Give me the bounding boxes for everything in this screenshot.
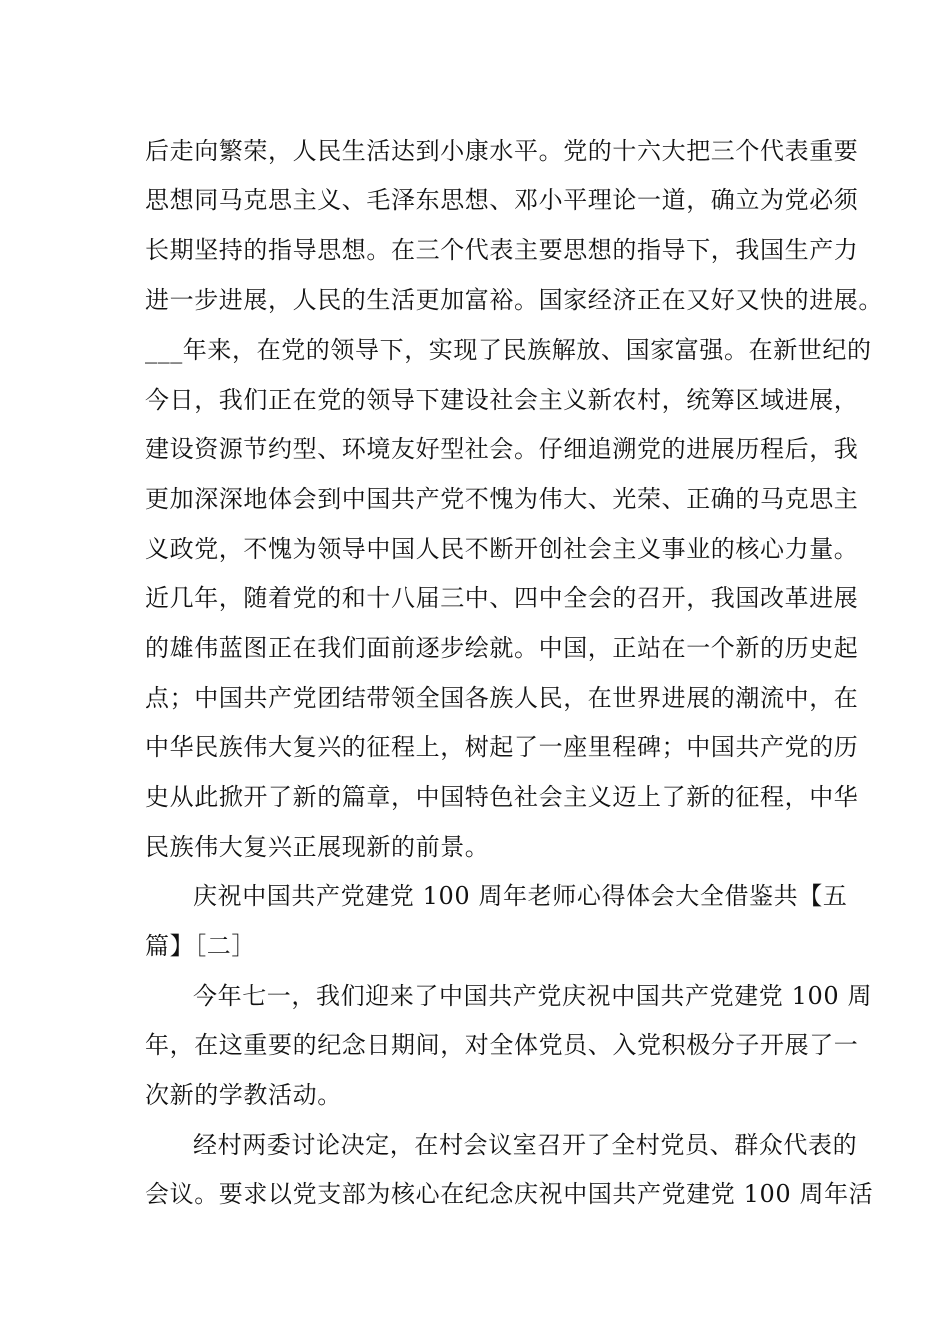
body-text-line: 经村两委讨论决定，在村会议室召开了全村党员、群众代表的 [193, 1131, 858, 1159]
body-text-line: 近几年，随着党的和十八届三中、四中全会的召开，我国改革进展 [145, 584, 859, 612]
body-text-line: 长期坚持的指导思想。在三个代表主要思想的指导下，我国生产力 [145, 236, 859, 264]
body-text-line: 后走向繁荣，人民生活达到小康水平。党的十六大把三个代表重要 [145, 137, 859, 165]
body-text-line: 今年七一，我们迎来了中国共产党庆祝中国共产党建党 100 周 [193, 982, 873, 1010]
body-text-line: 点；中国共产党团结带领全国各族人民，在世界进展的潮流中，在 [145, 684, 859, 712]
body-text-line: 史从此掀开了新的篇章，中国特色社会主义迈上了新的征程，中华 [145, 783, 859, 811]
body-text-line: 中华民族伟大复兴的征程上，树起了一座里程碑；中国共产党的历 [145, 733, 859, 761]
body-text-line: 进一步进展，人民的生活更加富裕。国家经济正在又好又快的进展。 [145, 286, 883, 314]
body-text-line: 的雄伟蓝图正在我们面前逐步绘就。中国，正站在一个新的历史起 [145, 634, 859, 662]
section-heading-line: 篇】［二］ [145, 932, 256, 960]
body-text-line: 更加深深地体会到中国共产党不愧为伟大、光荣、正确的马克思主 [145, 485, 859, 513]
section-heading-line: 庆祝中国共产党建党 100 周年老师心得体会大全借鉴共【五 [193, 882, 848, 910]
body-text-line: 民族伟大复兴正展现新的前景。 [145, 833, 490, 861]
body-text-line: 年，在这重要的纪念日期间，对全体党员、入党积极分子开展了一 [145, 1031, 859, 1059]
body-text-line: 次新的学教活动。 [145, 1081, 342, 1109]
body-text-line: 今日，我们正在党的领导下建设社会主义新农村，统筹区域进展， [145, 386, 859, 414]
body-text-line: 义政党，不愧为领导中国人民不断开创社会主义事业的核心力量。 [145, 535, 859, 563]
body-text-line: 思想同马克思主义、毛泽东思想、邓小平理论一道，确立为党必须 [145, 186, 859, 214]
body-text-line: ___年来，在党的领导下，实现了民族解放、国家富强。在新世纪的 [145, 336, 872, 364]
body-text-line: 建设资源节约型、环境友好型社会。仔细追溯党的进展历程后，我 [145, 435, 859, 463]
body-text-line: 会议。要求以党支部为核心在纪念庆祝中国共产党建党 100 周年活 [145, 1180, 874, 1208]
